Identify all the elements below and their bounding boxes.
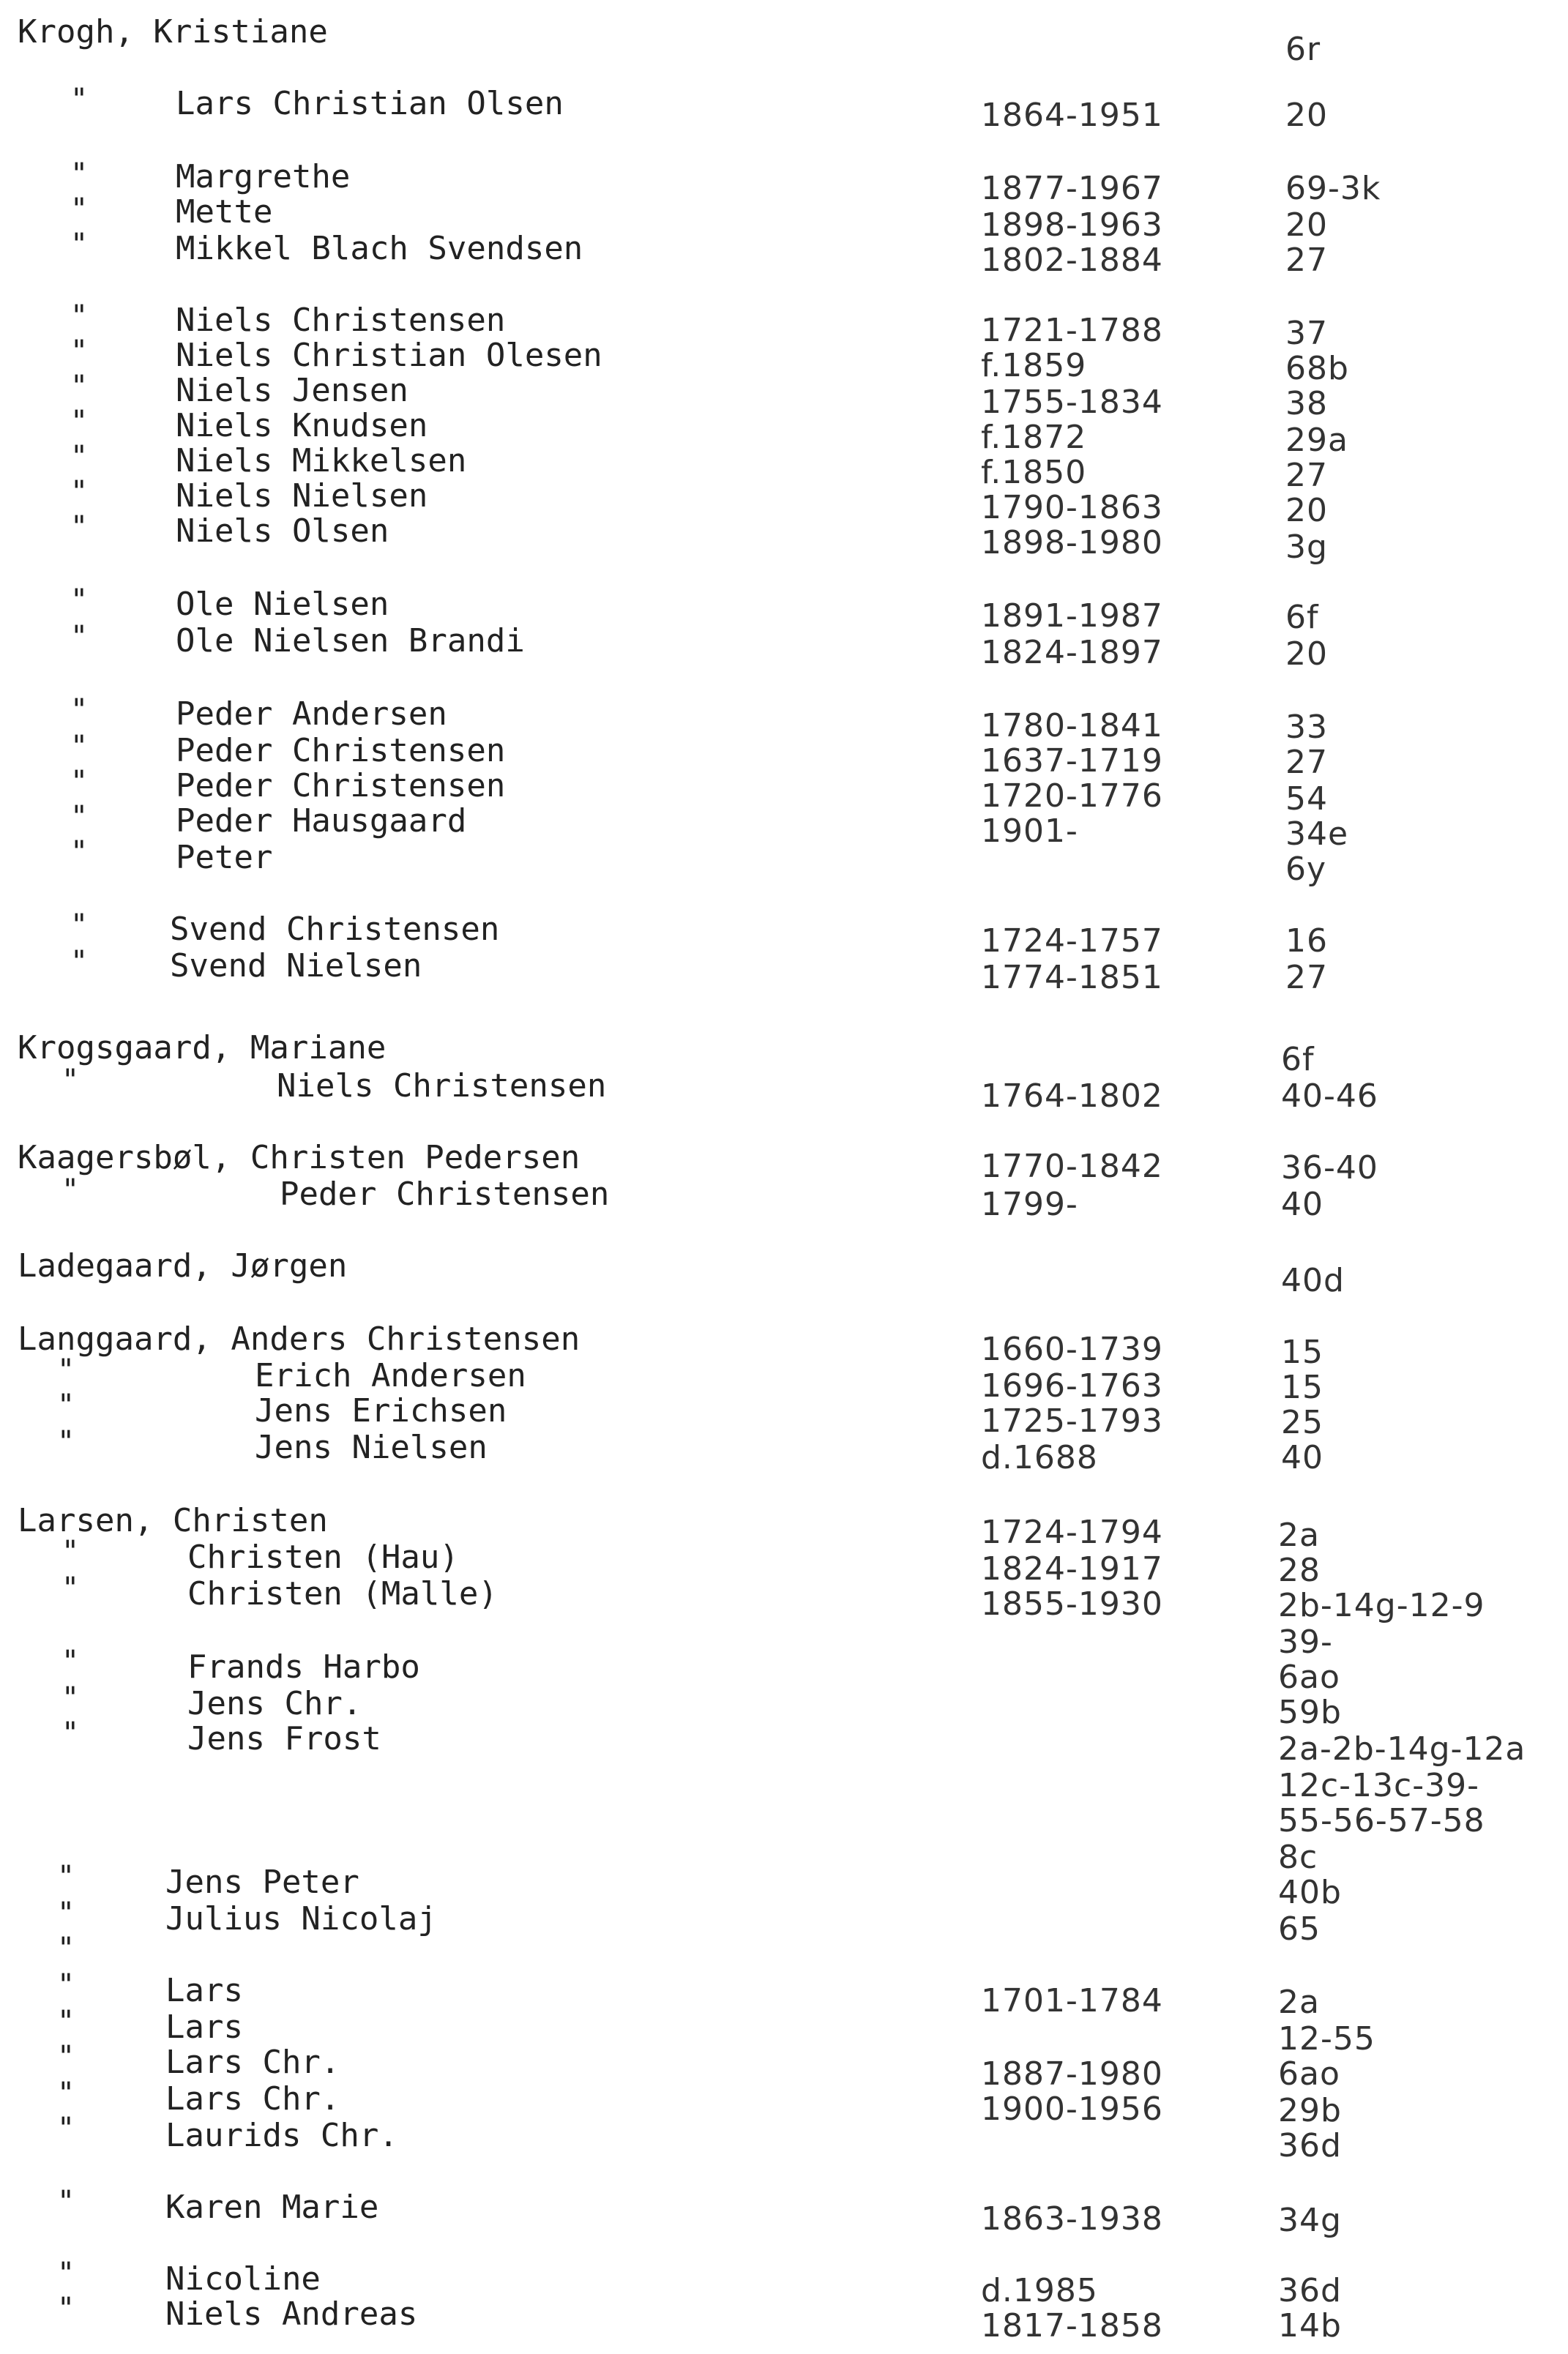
ditto-mark: " xyxy=(57,1897,75,1930)
entry-ref: 20 xyxy=(1285,635,1328,673)
ditto-mark: " xyxy=(70,228,89,261)
entry-name: Jens Erichsen xyxy=(255,1392,507,1430)
entry-years: 1817-1858 xyxy=(981,2307,1163,2344)
surname-krogh: Krogh, Kristiane xyxy=(18,13,328,51)
surname-larsen: Larsen, Christen xyxy=(18,1502,328,1539)
entry-years: 1724-1757 xyxy=(981,922,1163,960)
entry-years: 1824-1897 xyxy=(981,634,1163,671)
entry-years: f.1872 xyxy=(981,419,1087,456)
ditto-mark: " xyxy=(70,510,89,544)
ditto-mark: " xyxy=(57,2005,75,2039)
entry-years: 1764-1802 xyxy=(981,1077,1163,1115)
entry-name: Mikkel Blach Svendsen xyxy=(176,230,583,267)
ditto-mark: " xyxy=(70,945,89,979)
ditto-mark: " xyxy=(61,1681,80,1715)
ditto-mark: " xyxy=(70,835,89,869)
entry-ref: 69-3k xyxy=(1285,170,1381,207)
entry-name: Christen (Malle) xyxy=(187,1575,498,1613)
entry-ref: 36d xyxy=(1278,2127,1342,2164)
entry-ref: 16 xyxy=(1285,922,1328,960)
ditto-mark: " xyxy=(70,693,89,727)
entry-ref: 25 xyxy=(1281,1404,1324,1441)
ditto-mark: " xyxy=(70,765,89,799)
entry-name: Niels Andreas xyxy=(165,2295,418,2333)
entry-years: 1864-1951 xyxy=(981,97,1163,134)
ditto-mark: " xyxy=(70,440,89,474)
ditto-mark: " xyxy=(70,193,89,226)
entry-ref: 2a-2b-14g-12a xyxy=(1278,1730,1526,1768)
ditto-mark: " xyxy=(70,583,89,617)
entry-ref: 34e xyxy=(1285,815,1349,853)
ditto-mark: " xyxy=(57,1389,75,1422)
ditto-mark: " xyxy=(57,1968,75,2002)
entry-years: 1898-1963 xyxy=(981,206,1163,244)
ditto-mark: " xyxy=(57,2185,75,2219)
entry-years: 1790-1863 xyxy=(981,489,1163,526)
entry-name: Ole Nielsen xyxy=(176,586,389,623)
entry-name: Erich Andersen xyxy=(255,1357,526,1394)
entry-ref: 27 xyxy=(1285,457,1328,494)
entry-name: Peder Christensen xyxy=(280,1176,610,1213)
entry-ref: 6r xyxy=(1285,31,1321,68)
ditto-mark: " xyxy=(57,2040,75,2074)
entry-ref: 36-40 xyxy=(1281,1149,1378,1187)
entry-years: d.1985 xyxy=(981,2272,1098,2309)
ditto-mark: " xyxy=(57,1425,75,1459)
entry-ref: 6f xyxy=(1281,1041,1315,1078)
ditto-mark: " xyxy=(70,299,89,333)
ditto-mark: " xyxy=(70,475,89,509)
entry-ref: 37 xyxy=(1285,315,1328,352)
entry-years: 1824-1917 xyxy=(981,1550,1163,1588)
ditto-mark: " xyxy=(57,2292,75,2325)
entry-years: 1774-1851 xyxy=(981,959,1163,996)
entry-ref: 15 xyxy=(1281,1334,1324,1371)
entry-ref: 14b xyxy=(1278,2307,1342,2344)
ditto-mark: " xyxy=(70,370,89,403)
entry-name: Niels Christensen xyxy=(176,302,506,339)
surname-ladegaard: Ladegaard, Jørgen xyxy=(18,1247,348,1285)
ditto-mark: " xyxy=(61,1572,80,1605)
entry-ref: 2a xyxy=(1278,1517,1320,1554)
entry-name: Peder Christensen xyxy=(176,767,506,804)
entry-ref: 20 xyxy=(1285,97,1328,134)
entry-years: 1637-1719 xyxy=(981,742,1163,780)
entry-name: Julius Nicolaj xyxy=(165,1900,437,1938)
entry-ref: 33 xyxy=(1285,709,1328,746)
entry-name: Peder Andersen xyxy=(176,695,447,733)
entry-years: 1720-1776 xyxy=(981,777,1163,815)
surname-kaagersbol: Kaagersbøl, Christen Pedersen xyxy=(18,1139,580,1176)
entry-ref: 34g xyxy=(1278,2202,1342,2239)
entry-years: 1863-1938 xyxy=(981,2200,1163,2238)
entry-name: Laurids Chr. xyxy=(165,2117,398,2154)
entry-years: 1887-1980 xyxy=(981,2055,1163,2093)
entry-name: Lars xyxy=(165,2009,243,2046)
entry-name: Peder Christensen xyxy=(176,732,506,769)
entry-years: 1770-1842 xyxy=(981,1148,1163,1185)
entry-name: Svend Nielsen xyxy=(170,947,422,984)
entry-ref: 29b xyxy=(1278,2092,1342,2129)
ditto-mark: " xyxy=(61,1645,80,1678)
entry-years: 1900-1956 xyxy=(981,2090,1163,2128)
ditto-mark: " xyxy=(61,1064,80,1097)
entry-years: d.1688 xyxy=(981,1439,1098,1476)
entry-name: Peder Hausgaard xyxy=(176,802,467,840)
entry-name: Svend Christensen xyxy=(170,911,500,948)
entry-ref: 27 xyxy=(1285,959,1328,996)
entry-name: Frands Harbo xyxy=(187,1648,420,1686)
entry-ref: 6f xyxy=(1285,599,1319,636)
ditto-mark: " xyxy=(61,1173,80,1207)
entry-ref: 28 xyxy=(1278,1552,1321,1589)
entry-ref-continuation: 12c-13c-39- xyxy=(1278,1767,1479,1804)
entry-ref: 6ao xyxy=(1278,2055,1340,2093)
entry-ref: 27 xyxy=(1285,744,1328,781)
entry-name: Lars xyxy=(165,1972,243,2009)
ditto-mark: " xyxy=(70,157,89,191)
ditto-mark: " xyxy=(57,2112,75,2145)
entry-years: 1780-1841 xyxy=(981,707,1163,744)
ditto-mark: " xyxy=(57,1932,75,1965)
entry-ref: 40-46 xyxy=(1281,1077,1378,1115)
entry-years: 1701-1784 xyxy=(981,1982,1163,2019)
entry-name: Jens Chr. xyxy=(187,1685,362,1722)
entry-years: 1725-1793 xyxy=(981,1402,1163,1440)
entry-ref: 12-55 xyxy=(1278,2020,1375,2058)
entry-name: Lars Christian Olsen xyxy=(176,85,564,122)
entry-ref: 8c xyxy=(1278,1839,1318,1876)
entry-ref: 20 xyxy=(1285,492,1328,529)
entry-years: f.1850 xyxy=(981,454,1087,491)
entry-ref: 36d xyxy=(1278,2272,1342,2309)
entry-ref: 2b-14g-12-9 xyxy=(1278,1587,1485,1624)
entry-ref: 2a xyxy=(1278,1984,1320,2021)
entry-ref-continuation: 55-56-57-58 xyxy=(1278,1802,1485,1839)
entry-ref: 20 xyxy=(1285,206,1328,244)
ditto-mark: " xyxy=(61,1535,80,1569)
entry-ref: 6y xyxy=(1285,851,1327,888)
entry-years: 1799- xyxy=(981,1186,1078,1223)
entry-ref: 40 xyxy=(1281,1439,1324,1476)
entry-name: Jens Nielsen xyxy=(255,1429,488,1466)
entry-years: 1901- xyxy=(981,812,1078,850)
entry-name: Christen (Hau) xyxy=(187,1539,459,1576)
entry-years: 1721-1788 xyxy=(981,312,1163,349)
entry-ref: 15 xyxy=(1281,1369,1324,1406)
entry-ref: 27 xyxy=(1285,242,1328,279)
entry-name: Jens Peter xyxy=(165,1864,359,1901)
entry-name: Karen Marie xyxy=(165,2189,379,2226)
entry-name: Niels Knudsen xyxy=(176,407,428,444)
entry-ref: 54 xyxy=(1285,780,1328,818)
entry-years: 1802-1884 xyxy=(981,242,1163,279)
entry-years: 1660-1739 xyxy=(981,1331,1163,1368)
ditto-mark: " xyxy=(57,2077,75,2110)
entry-ref: 29a xyxy=(1285,422,1348,459)
entry-years: 1724-1794 xyxy=(981,1514,1163,1551)
entry-name: Jens Frost xyxy=(187,1720,381,1757)
ditto-mark: " xyxy=(70,800,89,834)
entry-ref: 40d xyxy=(1281,1262,1345,1299)
entry-name: Nicoline xyxy=(165,2260,321,2298)
entry-years: 1891-1987 xyxy=(981,597,1163,635)
entry-ref: 65 xyxy=(1278,1910,1321,1948)
ditto-mark: " xyxy=(70,335,89,368)
entry-name: Niels Olsen xyxy=(176,512,389,550)
entry-name: Niels Mikkelsen xyxy=(176,442,467,479)
entry-name: Margrethe xyxy=(176,158,351,195)
ditto-mark: " xyxy=(57,2257,75,2290)
ditto-mark: " xyxy=(70,83,89,116)
entry-years: 1898-1980 xyxy=(981,524,1163,561)
entry-ref: 3g xyxy=(1285,528,1328,566)
surname-krogsgaard: Krogsgaard, Mariane xyxy=(18,1029,387,1066)
ditto-mark: " xyxy=(70,405,89,438)
entry-years: 1855-1930 xyxy=(981,1585,1163,1623)
entry-name: Lars Chr. xyxy=(165,2044,340,2081)
ditto-mark: " xyxy=(70,620,89,654)
entry-name: Niels Jensen xyxy=(176,372,408,409)
entry-name: Niels Nielsen xyxy=(176,477,428,515)
entry-name: Mette xyxy=(176,193,273,231)
entry-years: 1877-1967 xyxy=(981,170,1163,207)
entry-name: Niels Christensen xyxy=(277,1067,607,1105)
entry-name: Ole Nielsen Brandi xyxy=(176,622,525,660)
entry-years: 1755-1834 xyxy=(981,384,1163,421)
ditto-mark: " xyxy=(61,1716,80,1750)
ditto-mark: " xyxy=(57,1353,75,1387)
entry-ref: 40b xyxy=(1278,1874,1342,1911)
entry-ref: 59b xyxy=(1278,1694,1342,1731)
ditto-mark: " xyxy=(70,730,89,763)
ditto-mark: " xyxy=(57,1860,75,1894)
ditto-mark: " xyxy=(70,908,89,942)
entry-ref: 40 xyxy=(1281,1186,1324,1223)
entry-ref: 68b xyxy=(1285,350,1349,387)
entry-years: 1696-1763 xyxy=(981,1367,1163,1405)
entry-ref: 38 xyxy=(1285,385,1328,422)
entry-name: Niels Christian Olesen xyxy=(176,337,602,374)
entry-name: Peter xyxy=(176,839,273,876)
entry-ref: 6ao xyxy=(1278,1659,1340,1696)
entry-ref-continuation: 39- xyxy=(1278,1623,1333,1661)
surname-langgaard: Langgaard, Anders Christensen xyxy=(18,1320,580,1358)
entry-years: f.1859 xyxy=(981,347,1087,384)
entry-name: Lars Chr. xyxy=(165,2080,340,2118)
